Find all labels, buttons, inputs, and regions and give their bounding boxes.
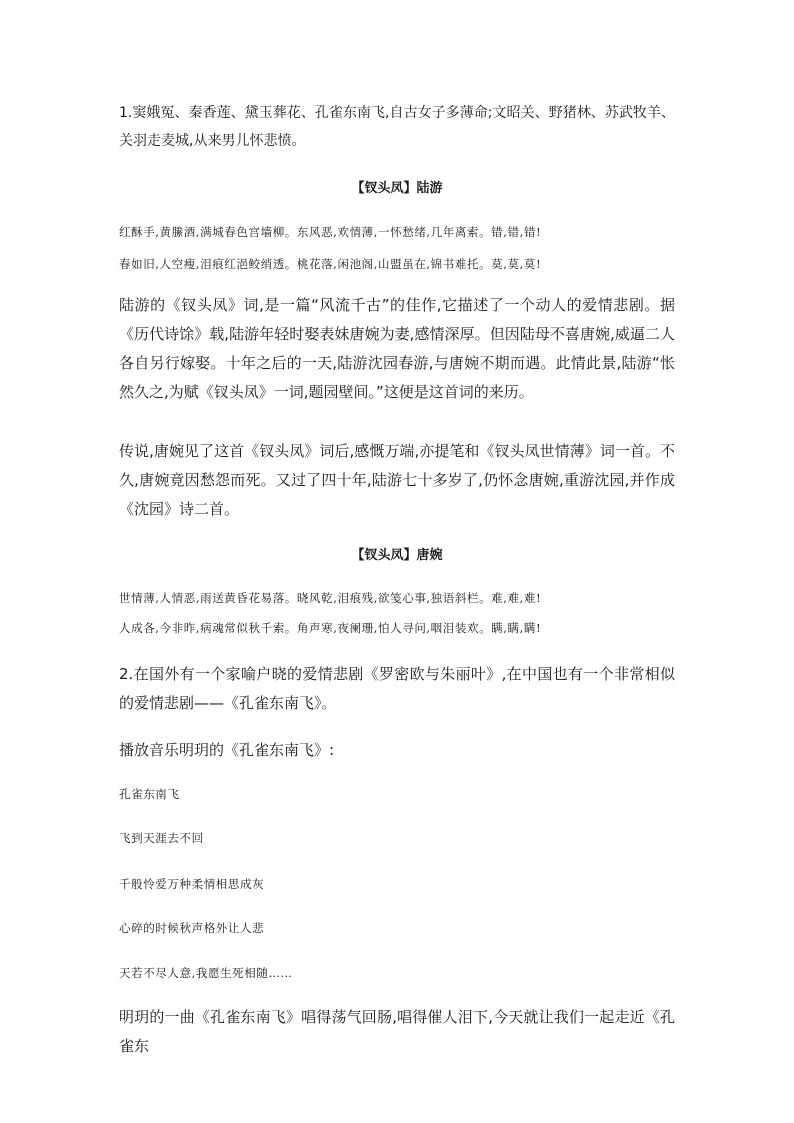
song-lyric-line: 心碎的时候秋声格外让人悲 <box>119 921 265 935</box>
poem-verse-line: 世情薄,人情恶,雨送黄昏花易落。晓风乾,泪痕残,欲笺心事,独语斜栏。难,难,难! <box>119 591 542 605</box>
paragraph-play-music: 播放音乐明玥的《孔雀东南飞》: <box>119 741 335 759</box>
paragraph-intro: 1.窦娥冤、秦香莲、黛玉葬花、孔雀东南飞,自古女子多薄命;文昭关、野猪林、苏武牧羊、关羽走麦城,从来男儿怀悲愤。 <box>119 105 675 149</box>
paragraph-legend: 传说,唐婉见了这首《钗头凤》词后,感慨万端,亦提笔和《钗头凤世情薄》词一首。不久,唐婉竟因愁怨而死。又过了四十年,陆游七十多岁了,仍怀念唐婉,重游沈园,并作成《沈园》诗二首。 <box>119 442 675 518</box>
poem-verse-line: 人成各,今非昨,病魂常似秋千索。角声寒,夜阑珊,怕人寻问,咽泪装欢。瞒,瞒,瞒! <box>119 621 542 635</box>
song-lyric-line: 孔雀东南飞 <box>119 787 180 801</box>
poem-title-tang-wan: 【钗头凤】唐婉 <box>351 548 443 563</box>
song-lyric-line: 天若不尽人意,我愿生死相随…… <box>119 966 293 980</box>
paragraph-comparison: 2.在国外有一个家喻户晓的爱情悲剧《罗密欧与朱丽叶》,在中国也有一个非常相似的爱情悲剧——《孔雀东南飞》。 <box>119 665 675 712</box>
poem-title-lu-you: 【钗头凤】陆游 <box>351 181 443 196</box>
paragraph-lu-you-story: 陆游的《钗头凤》词,是一篇“风流千古”的佳作,它描述了一个动人的爱情悲剧。据《历代诗馀》载,陆游年轻时娶表妹唐婉为妻,感情深厚。但因陆母不喜唐婉,威逼二人各自另行嫁娶。十年之后的一天,陆游沈园春游,与唐婉不期而遇。此情此景,陆游“怅然久之,为赋《钗头凤》一词,题园壁间。”这便是这首词的来历。 <box>119 296 675 401</box>
song-lyric-line: 千般怜爱万种柔情相思成灰 <box>119 877 265 891</box>
poem-verse-line: 红酥手,黄縢酒,满城春色宫墙柳。东风恶,欢情薄,一怀愁绪,几年离索。错,错,错! <box>119 225 542 239</box>
poem-verse-line: 春如旧,人空瘦,泪痕红浥鲛绡透。桃花落,闲池阁,山盟虽在,锦书难托。莫,莫,莫! <box>119 257 542 271</box>
song-lyric-line: 飞到天涯去不回 <box>119 831 204 845</box>
paragraph-closing: 明玥的一曲《孔雀东南飞》唱得荡气回肠,唱得催人泪下,今天就让我们一起走近《孔雀东 <box>119 1008 675 1055</box>
